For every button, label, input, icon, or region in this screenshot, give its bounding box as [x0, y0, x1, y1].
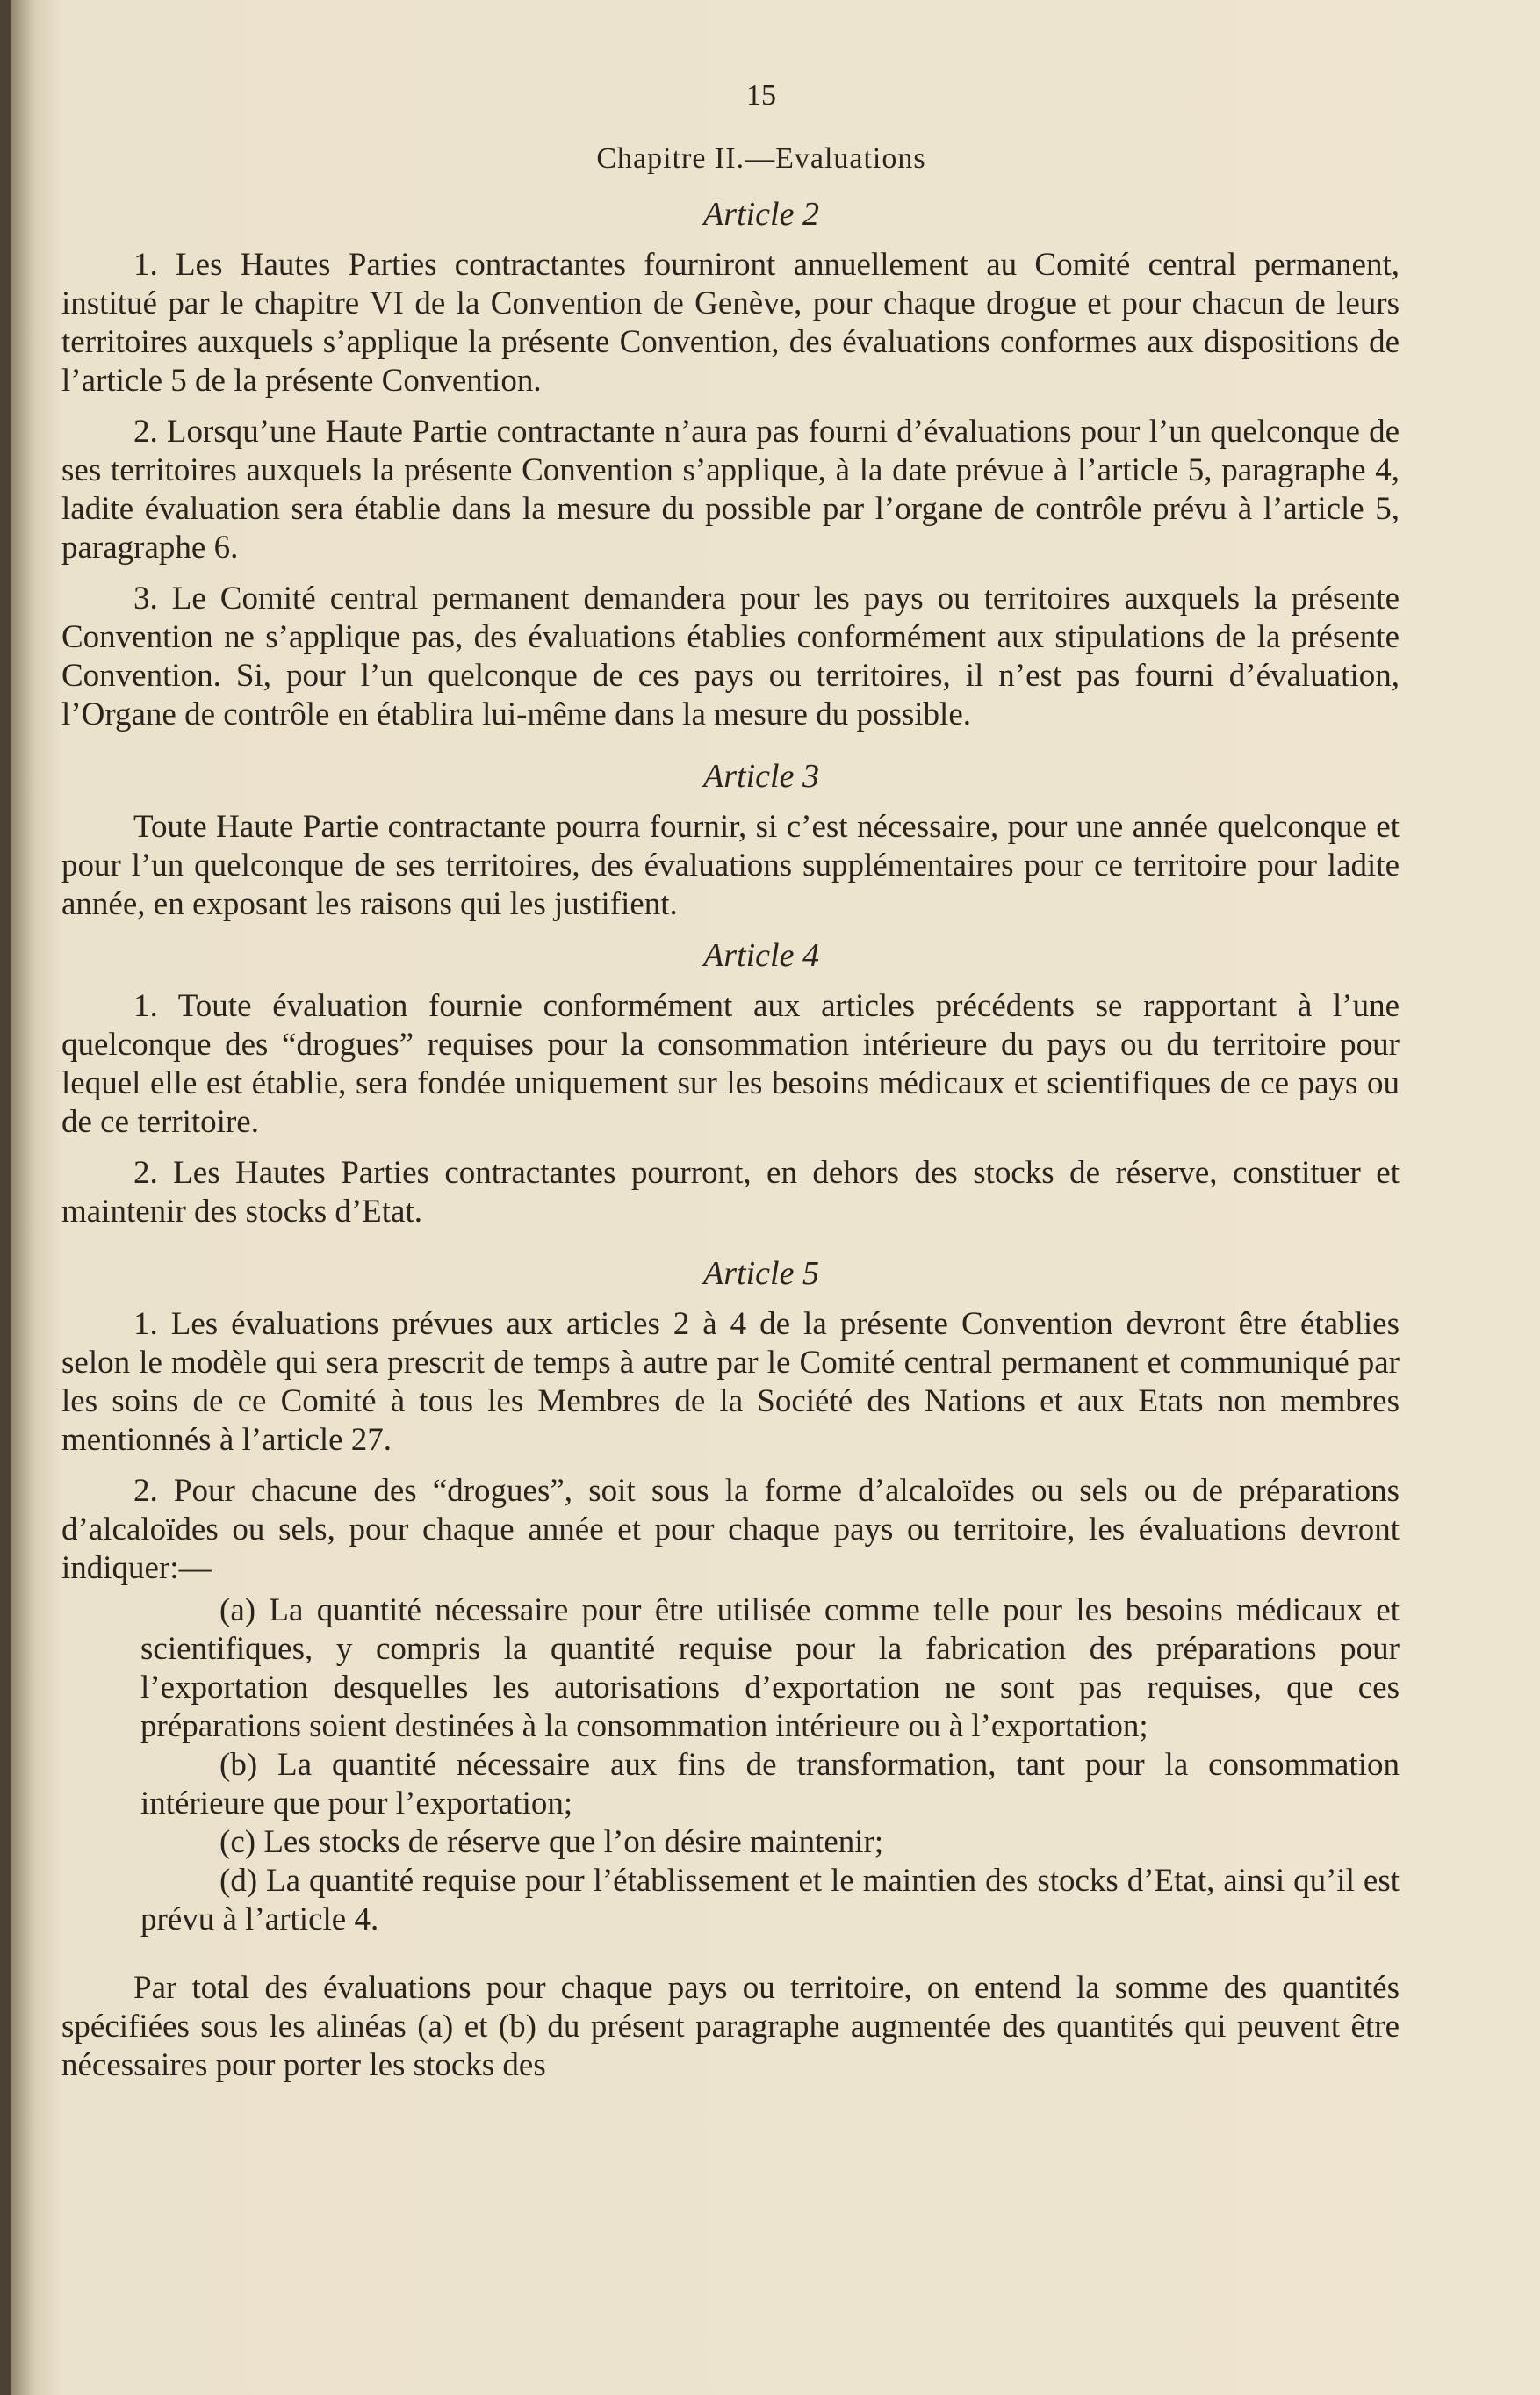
list-item: (d) La quantité requise pour l’établissement et le maintien des stocks d’Etat, ainsi qu’il est prévu à l’article 4.	[140, 1863, 1400, 1937]
paragraph: Toute Haute Partie contractante pourra fournir, si c’est nécessaire, pour une année quelconque et pour l’un quelconque de ses territoires, des évaluations supplémentaires pour ce territoire pour ladite année, en exposant les raisons qui les justifient.	[61, 809, 1400, 922]
article-heading: Article 2	[703, 196, 819, 233]
article-heading: Article 4	[703, 937, 819, 974]
article-heading: Article 3	[703, 758, 819, 795]
article-5-section	[61, 1254, 1400, 2085]
article-4-section	[61, 936, 1400, 1231]
article-heading: Article 5	[703, 1255, 819, 1292]
book-binding-edge	[0, 0, 11, 2395]
page-number: 15	[746, 79, 776, 112]
list-item: (b) La quantité nécessaire aux fins de transformation, tant pour la consommation intérieure que pour l’exportation;	[140, 1747, 1400, 1821]
evaluation-items-list	[61, 1591, 1400, 1939]
document-page	[61, 79, 1400, 2097]
paragraph: 1. Toute évaluation fournie conformément aux articles précédents se rapportant à l’une quelconque des “drogues” requises pour la consommation intérieure du pays ou du territoire pour lequel elle est établie, sera fondée uniquement sur les besoins médicaux et scientifiques de ce pays ou de ce territoire.	[61, 988, 1400, 1140]
list-item: (a) La quantité nécessaire pour être utilisée comme telle pour les besoins médicaux et scientifiques, y compris la quantité requise pour la fabrication des préparations pour l’exportation desquelles les autorisations d’exportation ne sont pas requises, que ces préparations soient destinées à la consommation intérieure ou à l’exportation;	[140, 1592, 1400, 1744]
closing-paragraph: Par total des évaluations pour chaque pays ou territoire, on entend la somme des quantités spécifiées sous les alinéas (a) et (b) du présent paragraphe augmentée des quantités qui peuvent être nécessaires pour porter les stocks des	[61, 1970, 1400, 2083]
paragraph: 2. Pour chacune des “drogues”, soit sous la forme d’alcaloïdes ou sels ou de préparations d’alcaloïdes ou sels, pour chaque année et pour chaque pays ou territoire, les évaluations devront indiquer:—	[61, 1473, 1400, 1586]
paragraph: 1. Les évaluations prévues aux articles 2 à 4 de la présente Convention devront être établies selon le modèle qui sera prescrit de temps à autre par le Comité central permanent et communiqué par les soins de ce Comité à tous les Membres de la Société des Nations et aux Etats non membres mentionnés à l’article 27.	[61, 1306, 1400, 1458]
paragraph: 3. Le Comité central permanent demandera pour les pays ou territoires auxquels la présente Convention ne s’applique pas, des évaluations établies conformément aux stipulations de la présente Convention. Si, pour l’un quelconque de ces pays ou territoires, il n’est pas fourni d’évaluation, l’Organe de contrôle en établira lui-même dans la mesure du possible.	[61, 581, 1400, 732]
article-2-section	[61, 195, 1400, 734]
paragraph: 2. Lorsqu’une Haute Partie contractante n’aura pas fourni d’évaluations pour l’un quelconque de ses territoires auxquels la présente Convention s’applique, à la date prévue à l’article 5, paragraphe 4, ladite évaluation sera établie dans la mesure du possible par l’organe de contrôle prévu à l’article 5, paragraphe 6.	[61, 414, 1400, 566]
article-3-section	[61, 757, 1400, 924]
list-item: (c) Les stocks de réserve que l’on désire maintenir;	[219, 1824, 884, 1860]
paragraph: 2. Les Hautes Parties contractantes pourront, en dehors des stocks de réserve, constituer et maintenir des stocks d’Etat.	[61, 1155, 1400, 1230]
chapter-title: Chapitre II.—Evaluations	[596, 142, 926, 175]
paragraph: 1. Les Hautes Parties contractantes fourniront annuellement au Comité central permanent, institué par le chapitre VI de la Convention de Genève, pour chaque drogue et pour chacun de leurs territoires auxquels s’applique la présente Convention, des évaluations conformes aux dispositions de l’article 5 de la présente Convention.	[61, 247, 1400, 399]
